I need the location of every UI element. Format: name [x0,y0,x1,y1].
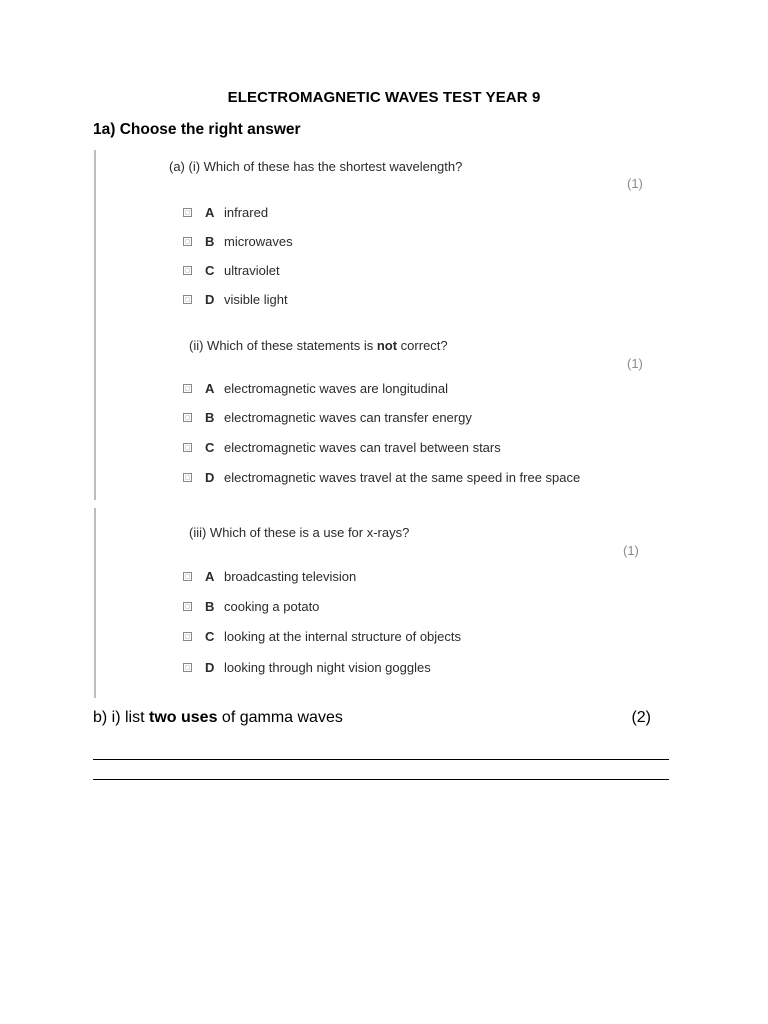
option-letter: A [205,381,215,396]
page-title: ELECTROMAGNETIC WAVES TEST YEAR 9 [227,89,541,106]
checkbox[interactable] [183,632,192,641]
option-text: looking through night vision goggles [224,660,431,675]
option-a-i-a[interactable] [183,205,268,220]
question-b-i-bold: two uses [149,709,218,726]
scan-edge [94,508,96,698]
checkbox[interactable] [183,443,192,452]
option-text: cooking a potato [224,599,320,614]
question-b-i-pre: b) i) list [93,709,149,726]
option-letter: C [205,629,215,644]
checkbox[interactable] [183,237,192,246]
option-text: infrared [224,205,269,220]
option-text: microwaves [224,234,293,249]
question-a-ii-marks: (1) [627,356,643,371]
option-text: broadcasting television [224,569,357,584]
option-letter: A [205,569,215,584]
option-text: electromagnetic waves are longitudinal [224,381,449,396]
question-a-ii-label-bold: not [376,338,398,353]
answer-line-2[interactable] [93,779,669,780]
option-letter: C [205,440,215,455]
option-letter: D [205,470,215,485]
option-a-ii-c[interactable] [183,440,501,455]
question-a-ii-label [189,338,448,353]
option-text: electromagnetic waves travel at the same speed in free space [224,470,581,485]
option-a-i-b[interactable] [183,234,293,249]
answer-line-1[interactable] [93,759,669,760]
scan-edge [94,150,96,500]
option-text: looking at the internal structure of objects [224,629,462,644]
option-letter: B [205,410,215,425]
checkbox[interactable] [183,295,192,304]
question-a-iii-label: (iii) Which of these is a use for x-rays? [189,525,410,540]
option-a-i-d[interactable] [183,292,288,307]
question-b-i-marks: (2) [631,709,651,726]
checkbox[interactable] [183,413,192,422]
checkbox[interactable] [183,384,192,393]
checkbox[interactable] [183,663,192,672]
option-a-iii-b[interactable] [183,599,319,614]
option-text: ultraviolet [224,263,280,278]
scanned-question-block-2 [94,508,664,698]
checkbox[interactable] [183,602,192,611]
question-a-ii-label-pre: (ii) Which of these statements is [189,338,377,353]
question-b-i-post: of gamma waves [217,709,343,726]
option-letter: B [205,599,215,614]
question-a-i-marks: (1) [627,176,643,191]
option-a-ii-d[interactable] [183,470,580,485]
option-a-iii-a[interactable] [183,569,356,584]
option-a-ii-b[interactable] [183,410,472,425]
option-a-iii-d[interactable] [183,660,431,675]
scanned-question-block-1 [94,150,664,500]
checkbox[interactable] [183,208,192,217]
option-text: visible light [224,292,288,307]
option-letter: D [205,660,215,675]
option-letter: C [205,263,215,278]
question-a-iii-marks: (1) [623,543,639,558]
option-a-i-c[interactable] [183,263,280,278]
option-a-iii-c[interactable] [183,629,461,644]
checkbox[interactable] [183,266,192,275]
question-a-ii-label-post: correct? [397,338,448,353]
checkbox[interactable] [183,473,192,482]
option-letter: B [205,234,215,249]
question-b-i [93,709,651,727]
option-text: electromagnetic waves can transfer energy [224,410,472,425]
option-a-ii-a[interactable] [183,381,448,396]
question-a-i-label: (a) (i) Which of these has the shortest wavelength? [169,159,463,174]
section-heading-1a: 1a) Choose the right answer [93,121,301,138]
checkbox[interactable] [183,572,192,581]
option-letter: D [205,292,215,307]
option-letter: A [205,205,215,220]
option-text: electromagnetic waves can travel between stars [224,440,501,455]
